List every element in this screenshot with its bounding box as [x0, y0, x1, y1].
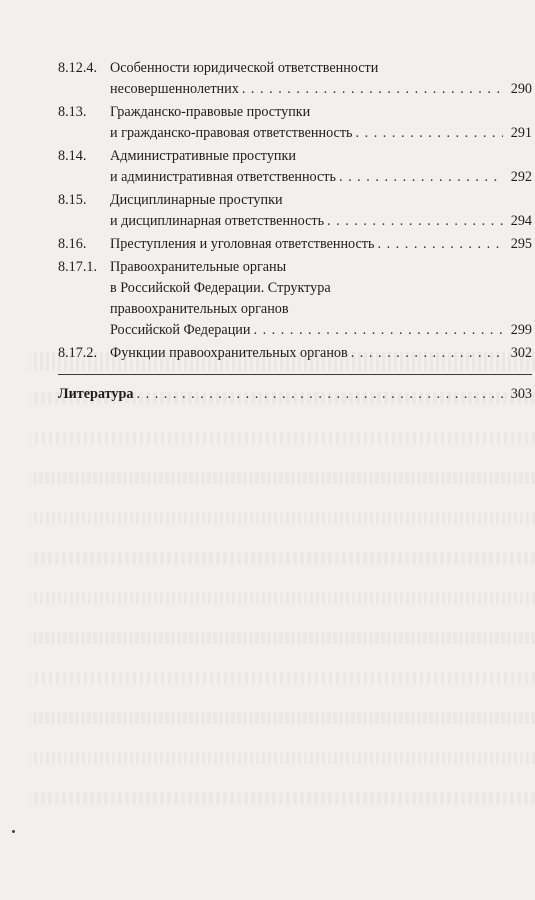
toc-entry-page: 290 — [510, 81, 532, 97]
toc-entry-title-line: Российской Федерации — [110, 322, 251, 338]
toc-entry[interactable] — [58, 146, 532, 188]
toc-entry[interactable] — [58, 102, 532, 144]
toc-entry-page: 292 — [510, 169, 532, 185]
toc-entry-number: 8.16. — [58, 236, 87, 252]
dot-leader — [137, 384, 504, 405]
toc-entry-number: 8.12.4. — [58, 60, 98, 76]
toc-entry-title-line: Правоохранительные органы — [110, 259, 287, 275]
literature-label: Литература — [58, 386, 134, 402]
toc-entry[interactable] — [58, 234, 532, 255]
toc-entry-number: 8.14. — [58, 148, 87, 164]
toc-entry-number: 8.13. — [58, 104, 87, 120]
toc-entry[interactable] — [58, 58, 532, 100]
toc-entry[interactable] — [58, 190, 532, 232]
toc-entry-title-line: Дисциплинарные проступки — [110, 192, 283, 208]
toc-entry-number: 8.17.2. — [58, 345, 98, 361]
toc-entry-title-line: Преступления и уголовная ответственность — [110, 236, 375, 252]
toc-entry-number: 8.17.1. — [58, 259, 98, 275]
toc-entry-title-line: Гражданско-правовые проступки — [110, 104, 311, 120]
toc-entry-title-line: в Российской Федерации. Структура — [110, 280, 331, 296]
toc-entry-title-line: правоохранительных органов — [110, 301, 289, 317]
dot-leader — [356, 123, 503, 144]
toc-entry[interactable] — [58, 343, 532, 364]
dot-leader — [242, 79, 503, 100]
toc-entry-page: 299 — [510, 322, 532, 338]
toc-entry-title-line: Особенности юридической ответственности — [110, 60, 379, 76]
toc-entry-page: 291 — [510, 125, 532, 141]
toc-entry-page: 302 — [510, 345, 532, 361]
toc-entry[interactable] — [58, 257, 532, 341]
dot-leader — [377, 234, 503, 255]
dot-leader — [339, 167, 503, 188]
table-of-contents — [58, 58, 532, 405]
toc-entry-title-line: и гражданско-правовая ответственность — [110, 125, 353, 141]
toc-entry-title-line: Административные проступки — [110, 148, 296, 164]
toc-entry-page: 295 — [510, 236, 532, 252]
toc-entry-title-line: и административная ответственность — [110, 169, 336, 185]
toc-entry-title-line: Функции правоохранительных органов — [110, 345, 348, 361]
dot-leader — [351, 343, 503, 364]
dot-leader — [253, 320, 503, 341]
toc-entry-title-line: несовершеннолетних — [110, 81, 239, 97]
toc-entry-page: 294 — [510, 213, 532, 229]
print-speck — [12, 830, 15, 833]
toc-entry-number: 8.15. — [58, 192, 87, 208]
dot-leader — [327, 211, 503, 232]
toc-entry-literature[interactable] — [58, 384, 532, 405]
section-divider — [58, 374, 532, 375]
toc-entry-title-line: и дисциплинарная ответственность — [110, 213, 325, 229]
toc-entry-page: 303 — [510, 386, 532, 402]
